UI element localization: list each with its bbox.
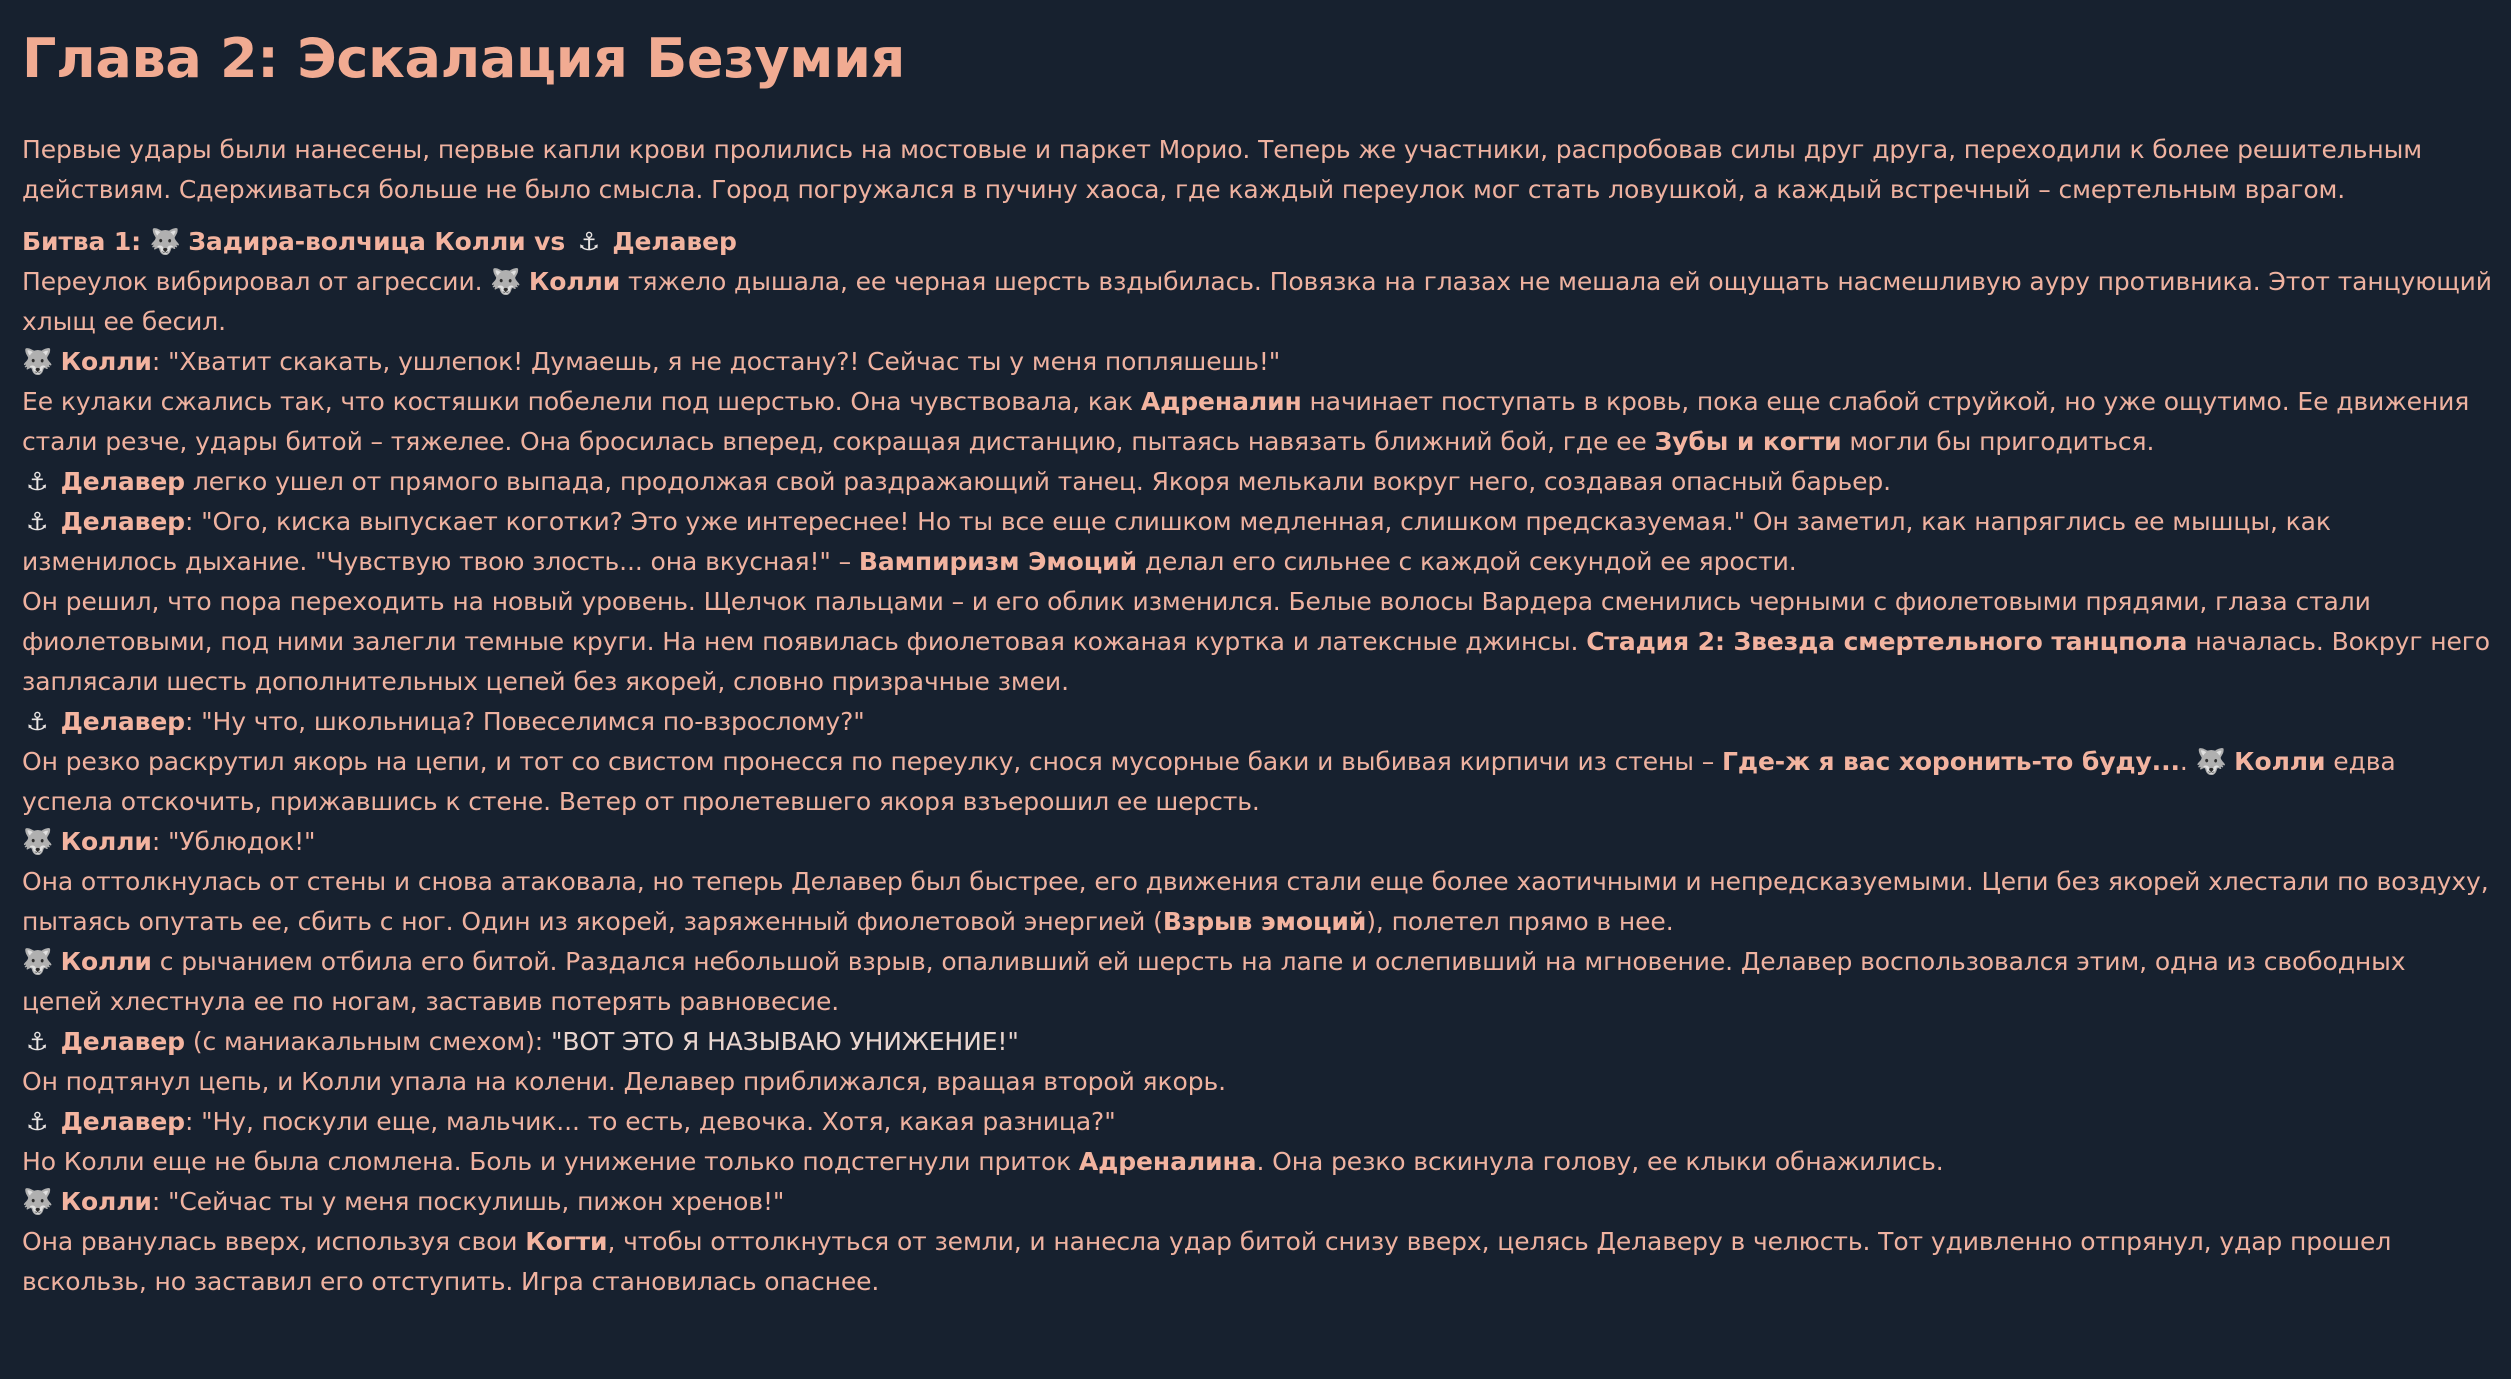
bold-text: Битва 1: [22,227,150,256]
bold-text: Колли [52,827,152,856]
anchor-icon: ⚓ [25,1107,49,1136]
text-span: Переулок вибрировал от агрессии. [22,267,491,296]
text-span: : "Ублюдок!" [151,827,316,856]
paragraph [22,502,2492,582]
paragraph [22,462,2492,502]
paragraph [22,382,2492,462]
paragraph [22,822,2492,862]
bold-text: Делавер [52,1027,185,1056]
text-span: начинает поступать в кровь, пока еще слабой струйкой, но уже ощутимо. Ее движения стали резче, удары битой – тяжелее. Она бросилась вперед, сокращая дистанцию, пытаясь навязать ближний бой, где ее [22,387,2470,456]
paragraph [22,1222,2492,1302]
paragraph [22,262,2492,342]
text-span: Первые удары были нанесены, первые капли крови пролились на мостовые и паркет Морио. Теперь же участники, распробовав силы друг друга, переходили к более решительным действиям. Сдерживаться больше не было смысла. Город погружался в пучину хаоса, где каждый переулок мог стать ловушкой, а каждый встречный – смертельным врагом. [22,135,2422,204]
bold-text: Адреналин [1140,387,1302,416]
anchor-icon: ⚓ [25,1027,49,1056]
chapter-body [22,130,2492,1302]
paragraph [22,1102,2492,1142]
text-span: . Она резко вскинула голову, ее клыки обнажились. [1256,1147,1944,1176]
text-span: Ее кулаки сжались так, что костяшки побелели под шерстью. Она чувствовала, как [22,387,1141,416]
text-span: Но Колли еще не была сломлена. Боль и унижение только подстегнули приток [22,1147,1079,1176]
paragraph [22,1142,2492,1182]
bold-text: Стадия 2: Звезда смертельного танцпола [1586,627,2188,656]
paragraph [22,582,2492,702]
document [22,24,2492,1302]
paragraph [22,862,2492,942]
text-span: : "Хватит скакать, ушлепок! Думаешь, я не достану?! Сейчас ты у меня попляшешь!" [151,347,1281,376]
anchor-icon: ⚓ [25,467,49,496]
wolf-icon: 🐺 [22,947,54,976]
text-span: началась. Вокруг него заплясали шесть дополнительных цепей без якорей, словно призрачные змеи. [22,627,2490,696]
text-span: с рычанием отбила его битой. Раздался небольшой взрыв, опаливший ей шерсть на лапе и ослепивший на мгновение. Делавер воспользовался этим, одна из свободных цепей хлестнула ее по ногам, заставив потерять равновесие. [22,947,2406,1016]
bold-text: Колли [52,347,152,376]
text-span: : "Ого, киска выпускает коготки? Это уже интереснее! Но ты все еще слишком медленная, слишком предсказуемая." Он заметил, как напряглись ее мышцы, как изменилось дыхание. "Чувствую твою злость... она вкусная!" – [22,507,2331,576]
paragraph [22,742,2492,822]
text-span: Она оттолкнулась от стены и снова атаковала, но теперь Делавер был быстрее, его движения стали еще более хаотичными и непредсказуемыми. Цепи без якорей хлестали по воздуху, пытаясь опутать ее, сбить с ног. Один из якорей, заряженный фиолетовой энергией ( [22,867,2489,936]
wolf-icon: 🐺 [22,1187,54,1216]
bold-text: Делавер [52,467,185,496]
wolf-icon: 🐺 [2195,747,2227,776]
text-span: едва успела отскочить, прижавшись к стене. Ветер от пролетевшего якоря взъерошил ее шерсть. [22,747,2396,816]
text-span: могли бы пригодиться. [1841,427,2155,456]
wolf-icon: 🐺 [22,347,54,376]
text-span: "ВОТ ЭТО Я НАЗЫВАЮ УНИЖЕНИЕ!" [550,1027,1019,1056]
text-span: , чтобы оттолкнуться от земли, и нанесла удар битой снизу вверх, целясь Делаверу в челюсть. Тот удивленно отпрянул, удар прошел вскользь, но заставил его отступить. Игра становилась опаснее. [22,1227,2392,1296]
bold-text: Делавер [52,507,185,536]
wolf-icon: 🐺 [22,827,54,856]
bold-text: Делавер [52,1107,185,1136]
text-span: тяжело дышала, ее черная шерсть вздыбилась. Повязка на глазах не мешала ей ощущать насмешливую ауру противника. Этот танцующий хлыщ ее бесил. [22,267,2492,336]
anchor-icon: ⚓ [25,507,49,536]
text-span: ), полетел прямо в нее. [1366,907,1674,936]
bold-text: Колли [520,267,621,296]
paragraph [22,222,2492,262]
paragraph [22,702,2492,742]
text-span: делал его сильнее с каждой секундой ее ярости. [1137,547,1797,576]
bold-text: Колли [52,1187,152,1216]
paragraph [22,942,2492,1022]
bold-text: Колли [52,947,152,976]
paragraph [22,1062,2492,1102]
paragraph [22,130,2492,210]
paragraph [22,1022,2492,1062]
wolf-icon: 🐺 [490,267,522,296]
text-span: Он резко раскрутил якорь на цепи, и тот со свистом пронесся по переулку, снося мусорные баки и выбивая кирпичи из стены – [22,747,1723,776]
bold-text: Делавер [603,227,737,256]
text-span: : "Ну, поскули еще, мальчик... то есть, девочка. Хотя, какая разница?" [184,1107,1116,1136]
bold-text: Взрыв эмоций [1162,907,1367,936]
bold-text: Делавер [52,707,185,736]
bold-text: Когти [525,1227,608,1256]
text-span: : "Ну что, школьница? Повеселимся по-взрослому?" [184,707,865,736]
wolf-icon: 🐺 [149,227,181,256]
bold-text: Задира-волчица Колли vs [179,227,574,256]
anchor-icon: ⚓ [577,227,600,256]
bold-text: Зубы и когти [1654,427,1842,456]
text-span: : "Сейчас ты у меня поскулишь, пижон хренов!" [151,1187,785,1216]
bold-text: Где-ж я вас хоронить-то буду... [1722,747,2180,776]
bold-text: Адреналина [1078,1147,1257,1176]
text-span: Он подтянул цепь, и Колли упала на колени. Делавер приближался, вращая второй якорь. [22,1067,1226,1096]
text-span: (с маниакальным смехом): [184,1027,551,1056]
paragraph [22,342,2492,382]
anchor-icon: ⚓ [25,707,49,736]
text-span: Он решил, что пора переходить на новый уровень. Щелчок пальцами – и его облик изменился. Белые волосы Вардера сменились черными с фиолетовыми прядями, глаза стали фиолетовыми, под ними залегли темные круги. На нем появилась фиолетовая кожаная куртка и латексные джинсы. [22,587,2371,656]
text-span: . [2179,747,2196,776]
text-span: легко ушел от прямого выпада, продолжая свой раздражающий танец. Якоря мелькали вокруг него, создавая опасный барьер. [184,467,1891,496]
chapter-title: Глава 2: Эскалация Безумия [22,27,906,90]
bold-text: Колли [2225,747,2326,776]
paragraph [22,1182,2492,1222]
bold-text: Вампиризм Эмоций [858,547,1138,576]
text-span: Она рванулась вверх, используя свои [22,1227,526,1256]
